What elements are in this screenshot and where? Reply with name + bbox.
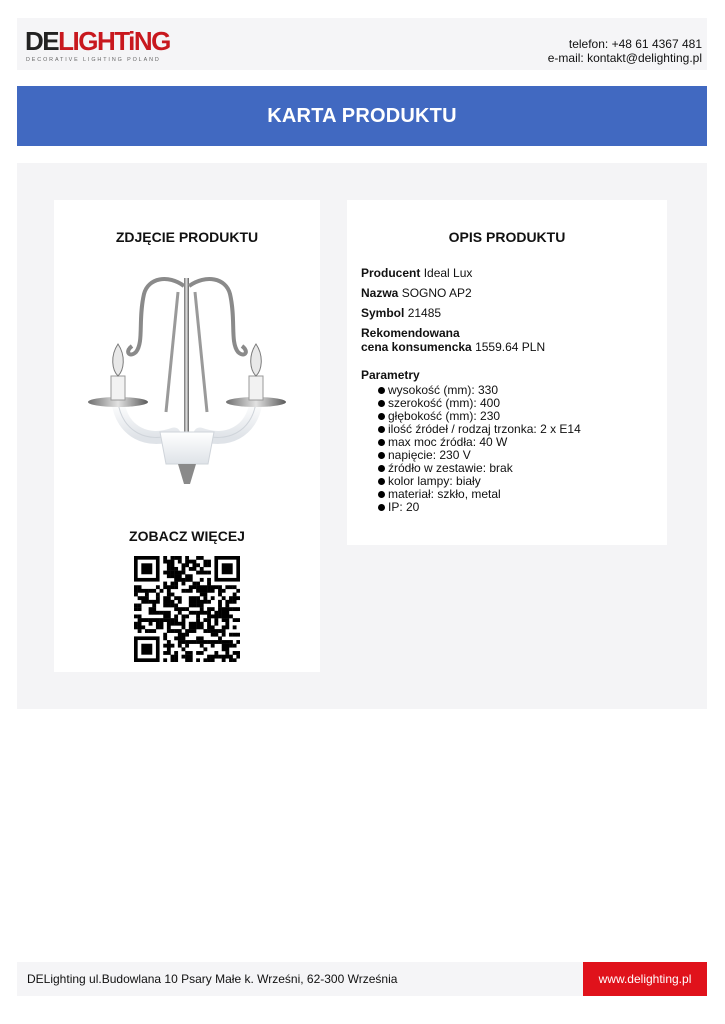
bullet-icon — [378, 426, 385, 433]
description-section-title: OPIS PRODUKTU — [448, 229, 566, 245]
bullet-icon — [378, 400, 385, 407]
contact-info — [548, 37, 702, 65]
param-item: wysokość (mm): 330 — [378, 384, 657, 397]
param-item: materiał: szkło, metal — [378, 488, 657, 501]
see-more-title: ZOBACZ WIĘCEJ — [129, 528, 245, 544]
bullet-icon — [378, 478, 385, 485]
website-link[interactable]: www.delighting.pl — [583, 962, 707, 996]
name-row — [361, 286, 657, 300]
producer-value: Ideal Lux — [423, 266, 473, 280]
title-banner — [17, 86, 707, 146]
param-item: źródło w zestawie: brak — [378, 462, 657, 475]
price-label-line1: Rekomendowana — [361, 326, 460, 340]
symbol-label: Symbol — [361, 306, 405, 320]
producer-row — [361, 266, 657, 280]
product-details — [361, 266, 657, 514]
param-item: napięcie: 230 V — [378, 449, 657, 462]
bullet-icon — [378, 504, 385, 511]
delighting-logo[interactable] — [25, 26, 185, 66]
param-item: szerokość (mm): 400 — [378, 397, 657, 410]
page-footer — [17, 962, 707, 996]
param-item: ilość źródeł / rodzaj trzonka: 2 x E14 — [378, 423, 657, 436]
qr-code[interactable] — [134, 556, 240, 662]
price-label-line2: cena konsumencka — [361, 340, 472, 354]
logo-wordmark: DELIGHTiNG — [25, 26, 170, 56]
logo-tagline: DECORATIVE LIGHTING POLAND — [26, 57, 161, 63]
bullet-icon — [378, 491, 385, 498]
name-value: SOGNO AP2 — [401, 286, 472, 300]
price-row — [361, 326, 657, 354]
footer-address: DELighting ul.Budowlana 10 Psary Małe k. Wrześni, 62-300 Września — [27, 972, 398, 986]
name-label: Nazwa — [361, 286, 399, 300]
product-photo-card — [54, 200, 320, 672]
page-title: KARTA PRODUKTU — [267, 104, 457, 127]
params-title: Parametry — [361, 368, 420, 382]
bullet-icon — [378, 465, 385, 472]
bullet-icon — [378, 387, 385, 394]
producer-label: Producent — [361, 266, 421, 280]
bullet-icon — [378, 452, 385, 459]
bullet-icon — [378, 413, 385, 420]
page-header — [17, 18, 707, 70]
symbol-row — [361, 306, 657, 320]
symbol-value: 21485 — [407, 306, 442, 320]
param-item: IP: 20 — [378, 501, 657, 514]
product-photo — [78, 272, 296, 496]
contact-email[interactable]: e-mail: kontakt@delighting.pl — [547, 51, 702, 65]
param-item: głębokość (mm): 230 — [378, 410, 657, 423]
contact-phone[interactable]: telefon: +48 61 4367 481 — [568, 37, 702, 51]
bullet-icon — [378, 439, 385, 446]
price-value: 1559.64 PLN — [475, 340, 546, 354]
params-list — [378, 384, 657, 514]
product-description-card — [347, 200, 667, 545]
photo-section-title: ZDJĘCIE PRODUKTU — [115, 229, 259, 245]
param-item: kolor lampy: biały — [378, 475, 657, 488]
param-item: max moc źródła: 40 W — [378, 436, 657, 449]
content-area — [17, 163, 707, 709]
